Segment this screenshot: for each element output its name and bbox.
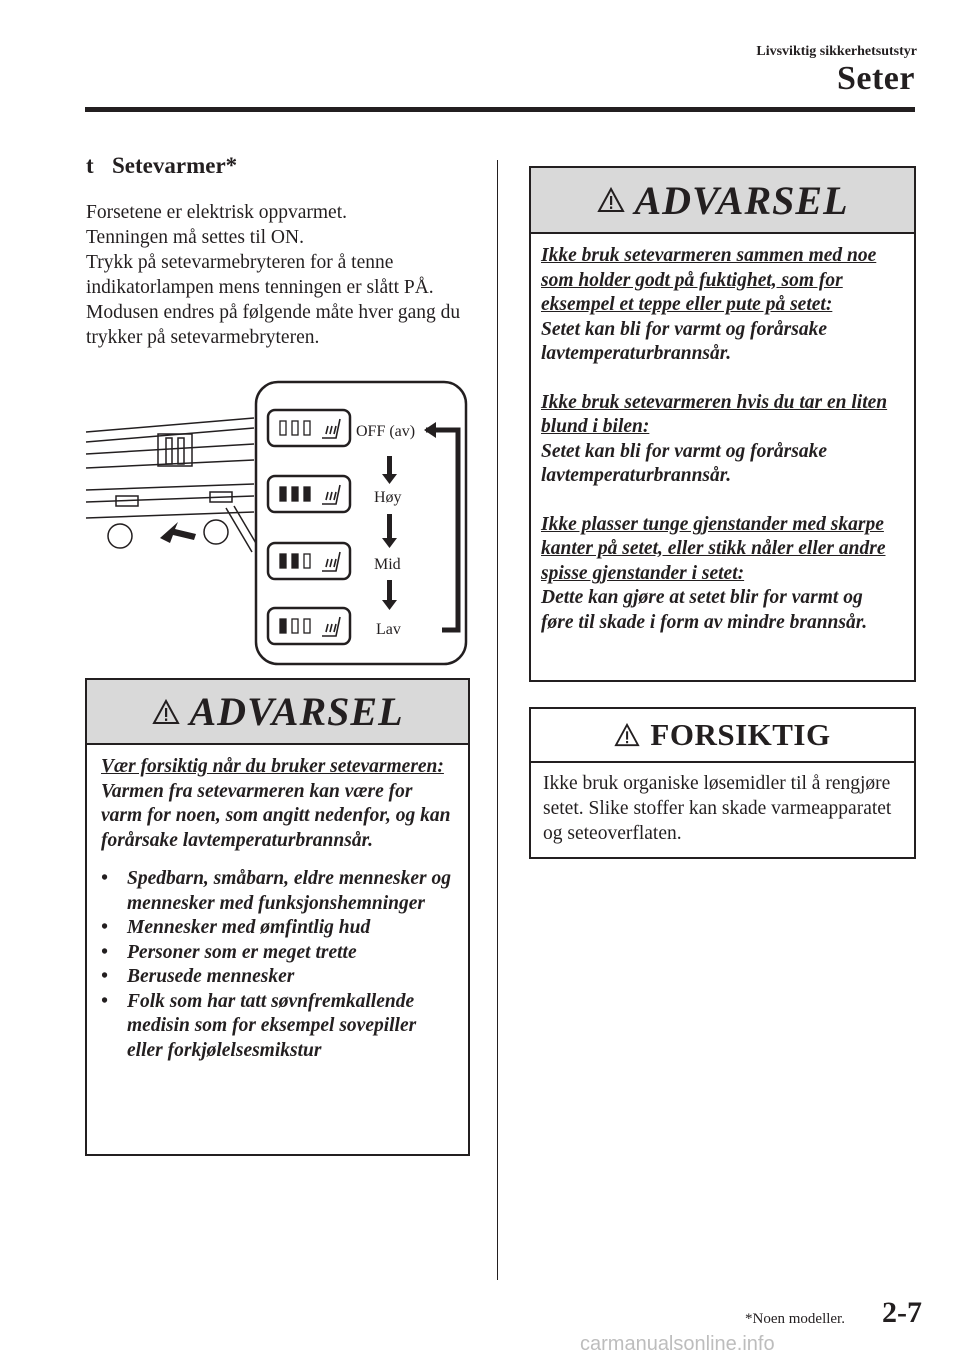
section-label: Livsviktig sikkerhetsutstyr xyxy=(756,44,917,59)
warning-item-underlined: Ikke bruk setevarmeren hvis du tar en liten blund i bilen: xyxy=(541,391,888,437)
warning-item-text: Setet kan bli for varmt og forårsake lavtemperaturbrannsår. xyxy=(541,440,827,486)
seat-heater-switch xyxy=(268,543,350,579)
warning-title: ADVARSEL xyxy=(189,689,404,734)
mode-label-high: Høy xyxy=(374,489,402,506)
bullet-text: Folk som har tatt søvnfremkallende medisin som for eksempel sovepiller eller forkjølelsesmikstur xyxy=(127,990,417,1061)
footnote: *Noen modeller. xyxy=(745,1311,845,1327)
list-item xyxy=(101,990,454,1064)
seat-heater-switch xyxy=(268,410,350,446)
warning-header xyxy=(531,168,914,234)
warning-box-right xyxy=(529,166,916,682)
heading-bullet: t xyxy=(86,153,94,178)
indicator-lamp xyxy=(280,619,286,633)
section-heading xyxy=(86,153,237,179)
mode-label-off: OFF (av) xyxy=(356,423,416,440)
indicator-lamp xyxy=(304,487,310,501)
indicator-lamp xyxy=(292,554,298,568)
bullet-text: Spedbarn, småbarn, eldre mennesker og mennesker med funksjonshemninger xyxy=(127,868,451,914)
caution-text: Ikke bruk organiske løsemidler til å rengjøre setet. Slike stoffer kan skade varmeapparatet og seteoverflaten. xyxy=(543,773,892,844)
warning-triangle-icon xyxy=(152,699,180,725)
indicator-lamp xyxy=(280,554,286,568)
bullet-dot: • xyxy=(101,941,108,963)
page-title: Seter xyxy=(836,60,915,97)
list-item xyxy=(101,965,454,990)
caution-title: FORSIKTIG xyxy=(650,717,831,752)
bullet-dot: • xyxy=(101,990,108,1012)
warning-triangle-icon xyxy=(597,187,625,213)
warning-header xyxy=(87,680,468,745)
bullet-dot: • xyxy=(101,868,108,889)
warning-box-left xyxy=(85,678,470,1156)
intro-line: Tenningen må settes til ON. xyxy=(86,227,304,248)
bullet-dot: • xyxy=(101,917,108,938)
warning-lead-text: Varmen fra setevarmeren kan være for varm for noen, som angitt nedenfor, og kan forårsake lavtemperaturbrannsår. xyxy=(101,780,451,851)
watermark: carmanualsonline.info xyxy=(580,1333,775,1355)
list-item xyxy=(101,916,454,941)
caution-box xyxy=(529,707,916,859)
indicator-lamp xyxy=(304,619,310,633)
indicator-lamp xyxy=(280,487,286,501)
seat-heater-switch xyxy=(268,476,350,512)
caution-header xyxy=(531,709,914,763)
bullet-text: Berusede mennesker xyxy=(127,966,295,987)
intro-line: Trykk på setevarmebryteren for å tenne indikatorlampen mens tenningen er slått PÅ. Modusen endres på følgende måte hver gang du trykker på setevarmebryteren. xyxy=(86,252,461,348)
warning-item-underlined: Ikke plasser tunge gjenstander med skarpe kanter på setet, eller stikk nåler eller andre spisse gjenstander i setet: xyxy=(541,513,886,584)
header-rule xyxy=(85,107,915,112)
pointer-arrow-icon xyxy=(160,522,196,543)
warning-title: ADVARSEL xyxy=(634,177,849,223)
column-divider xyxy=(497,160,498,1280)
warning-item-text: Dette kan gjøre at setet blir for varmt og føre til skade i form av mindre brannsår. xyxy=(541,587,868,633)
page-number: 2-7 xyxy=(882,1296,922,1329)
indicator-lamp xyxy=(304,421,310,435)
warning-item-text: Setet kan bli for varmt og forårsake lavtemperaturbrannsår. xyxy=(541,318,827,364)
intro-line: Forsetene er elektrisk oppvarmet. xyxy=(86,202,347,223)
indicator-lamp xyxy=(304,554,310,568)
warning-triangle-icon xyxy=(614,723,640,747)
seat-heater-switch xyxy=(268,608,350,644)
list-item xyxy=(101,867,454,916)
bullet-dot: • xyxy=(101,966,108,987)
bullet-text: Personer som er meget trette xyxy=(127,941,357,963)
mode-label-mid: Mid xyxy=(374,556,401,573)
indicator-lamp xyxy=(292,619,298,633)
bullet-text: Mennesker med ømfintlig hud xyxy=(127,917,371,938)
seat-heater-diagram xyxy=(84,380,468,668)
mode-label-low: Lav xyxy=(376,621,401,638)
warning-item-underlined: Ikke bruk setevarmeren sammen med noe som holder godt på fuktighet, som for eksempel et teppe eller pute på setet: xyxy=(541,245,877,315)
intro-text xyxy=(86,200,486,350)
list-item xyxy=(101,941,454,966)
indicator-lamp xyxy=(292,487,298,501)
warning-bullet-list xyxy=(101,867,454,1063)
warning-lead-underlined: Vær forsiktig når du bruker setevarmeren: xyxy=(101,756,444,777)
indicator-lamp xyxy=(292,421,298,435)
heading-text: Setevarmer* xyxy=(112,153,238,178)
indicator-lamp xyxy=(280,421,286,435)
